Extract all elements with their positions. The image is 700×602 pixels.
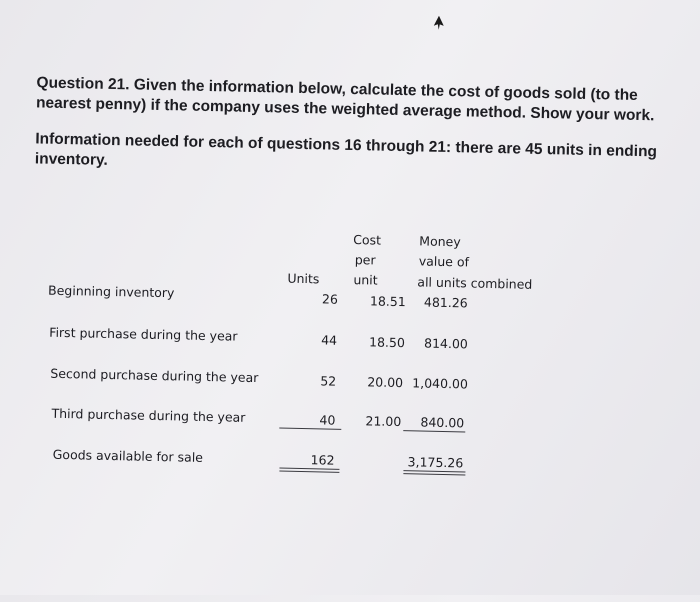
header-money-line3: all units combined — [417, 274, 533, 292]
row-cost: 21.00 — [365, 413, 402, 430]
question-body: Given the information below, calculate the cost of goods sold (to the nearest penny) if the company uses the weighted average method. Show your work. — [35, 76, 655, 125]
header-money-line1: Money — [419, 233, 461, 250]
header-cost-line3: unit — [353, 272, 378, 288]
total-underline-units-2 — [279, 471, 339, 473]
row-label: Beginning inventory — [47, 282, 175, 301]
header-cost-line2: per — [354, 252, 376, 268]
total-underline-units-1 — [279, 468, 339, 470]
header-money-line2: value of — [418, 253, 470, 270]
row-cost: 20.00 — [367, 374, 404, 391]
row-money: 840.00 — [420, 414, 465, 431]
row-units: 40 — [319, 412, 336, 428]
row-money: 481.26 — [423, 294, 468, 311]
total-underline-money-1 — [403, 470, 465, 472]
subtotal-underline-money — [403, 430, 465, 432]
row-units: 52 — [320, 373, 337, 389]
row-units: 26 — [321, 291, 339, 307]
row-money: 814.00 — [423, 335, 469, 352]
header-cost-line1: Cost — [353, 232, 382, 248]
row-label: Goods available for sale — [52, 446, 204, 465]
row-cost: 18.51 — [369, 293, 406, 310]
row-label: Third purchase during the year — [51, 405, 246, 425]
subtotal-underline-units — [279, 428, 341, 430]
row-units: 162 — [310, 452, 335, 468]
row-money: 3,175.26 — [407, 454, 464, 471]
row-label: Second purchase during the year — [50, 365, 259, 386]
row-money: 1,040.00 — [412, 375, 469, 392]
row-units: 44 — [321, 332, 338, 348]
total-underline-money-2 — [403, 473, 465, 475]
info-text: Information needed for each of questions 16 through 21: there are 45 units in ending inventory. — [34, 130, 658, 169]
header-units: Units — [287, 270, 320, 287]
row-label: First purchase during the year — [49, 324, 238, 344]
question-number: Question 21. — [36, 74, 130, 94]
row-cost: 18.50 — [368, 334, 406, 351]
